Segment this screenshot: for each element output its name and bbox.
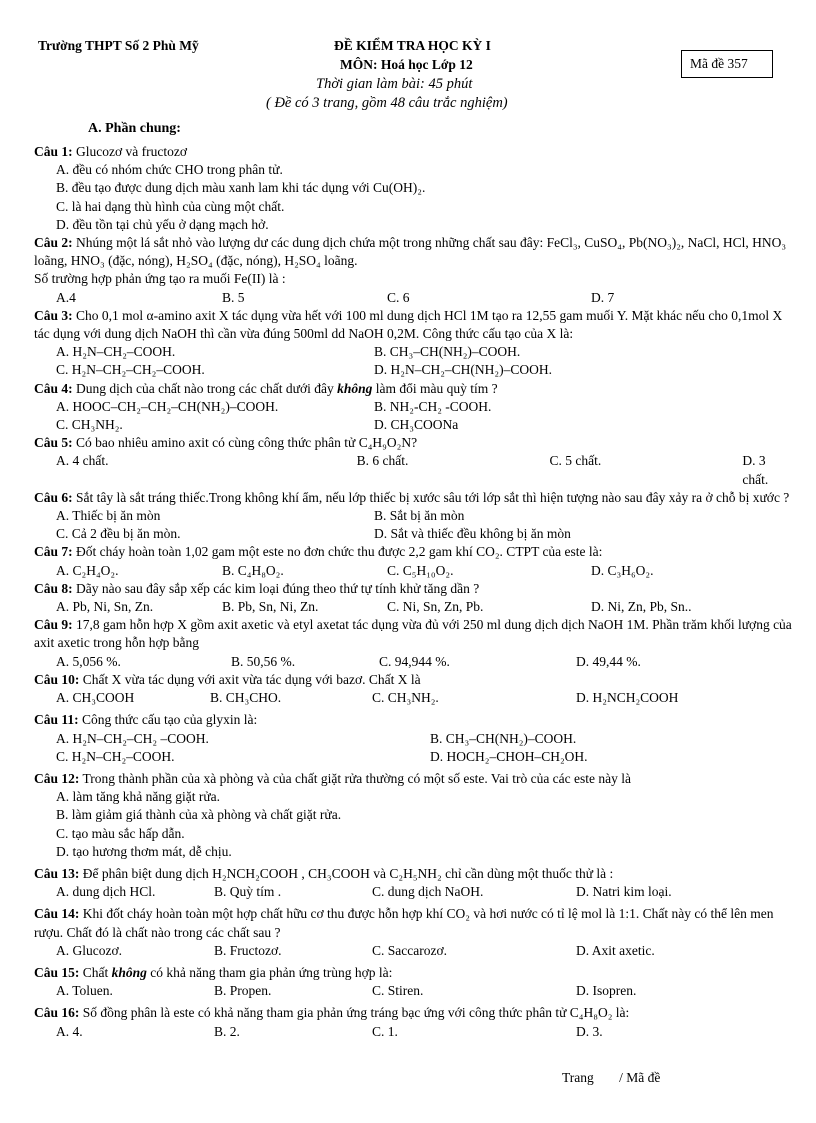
option: A. dung dịch HCl. [56,884,156,900]
option: D. 49,44 %. [576,653,641,669]
question-label: Câu 1: [34,144,73,159]
option: B. 6 chất. [356,453,409,469]
option: C. C₅H₁₀O₂. [387,562,454,578]
footer-page-label: Trang [562,1070,594,1085]
question-text: Chất X vừa tác dụng với axit vừa tác dụng với bazơ. Chất X là [79,671,421,687]
options-row [34,942,792,960]
question-14 [34,905,792,941]
option: D. H₂NCH₂COOH [576,690,679,706]
option: C. H₂N–CH₂–COOH. [56,748,175,764]
question-label: Câu 7: [34,544,73,560]
question-text: Đốt cháy hoàn toàn 1,02 gam một este no đơn chức thu được 2,2 gam khí CO₂. CTPT của este là: [72,544,603,560]
question-11 [34,711,792,729]
question-label: Câu 9: [34,617,73,633]
option: A. Pb, Ni, Sn, Zn. [56,599,154,615]
option: D. 3 chất. [742,453,769,487]
options-row [34,507,792,525]
question-label: Câu 16: [34,1005,80,1021]
option: C. CH₃NH₂. [56,417,123,433]
options-row [34,525,792,543]
options-row [34,730,792,748]
option: B. CH₃–CH(NH₂)–COOH. [430,730,577,746]
option: B. 50,56 %. [231,653,296,669]
question-text: Dãy nào sau đây sắp xếp các kim loại đúng theo thứ tự tính khử tăng dần ? [72,580,480,596]
option: D. C₃H₆O₂. [591,562,654,578]
question-3 [34,307,792,343]
question-text: có khả năng tham gia phản ứng trùng hợp là: [146,964,393,980]
option: B. 5 [222,289,245,305]
question-label: Câu 15: [34,964,80,980]
options-row [34,452,792,488]
question-4 [34,380,792,398]
option: A. H₂N–CH₂–COOH. [56,344,176,360]
option: D. Axit axetic. [576,942,655,958]
options-row [34,653,792,671]
option: C. Stiren. [372,983,424,999]
options-row [34,883,792,901]
question-15 [34,964,792,982]
option: D. đều tồn tại chủ yếu ở dạng mạch hở. [56,216,269,232]
option: B. làm giảm giá thành của xà phòng và chất giặt rửa. [56,807,342,823]
option: B. CH₃CHO. [210,690,282,706]
question-text: Chất [79,964,112,980]
question-text: Glucozơ và fructozơ [72,144,187,159]
exam-title: ĐỀ KIỂM TRA HỌC KỲ I [334,38,491,53]
options-row [34,689,792,707]
option: B. Sắt bị ăn mòn [374,508,465,524]
option: A. 4 chất. [56,453,109,469]
question-label: Câu 2: [34,235,73,251]
option: B. Fructozơ. [214,942,282,958]
option: A. HOOC–CH₂–CH₂–CH(NH₂)–COOH. [56,398,279,414]
option: C. Cả 2 đều bị ăn mòn. [56,526,181,542]
question-2 [34,234,792,270]
question-16 [34,1004,792,1022]
option: D. 7 [591,289,615,305]
option: C. dung dịch NaOH. [372,884,484,900]
option: A. CH₃COOH [56,690,135,706]
option: C. tạo màu sắc hấp dẫn. [56,825,185,841]
question-text: Số đồng phân là este có khả năng tham gia phản ứng tráng bạc ứng với công thức phân tử C₄H₈O₂ là: [79,1005,630,1021]
option: D. CH₃COONa [374,417,459,433]
option: C. H₂N–CH₂–CH₂–COOH. [56,362,205,378]
section-title: A. Phần chung: [88,121,181,136]
option: A.4 [56,289,76,305]
school-name: Trường THPT Số 2 Phù Mỹ [38,38,199,53]
question-text: Công thức cấu tạo của glyxin là: [78,712,258,728]
question-label: Câu 3: [34,307,73,323]
question-text: Nhúng một lá sắt nhỏ vào lượng dư các dung dịch chứa một trong những chất sau đây: FeCl₃, CuSO₄, Pb(NO₃)₂, NaCl, HCl, HNO₃ loãng, HNO₃ (đặc, nóng), H₂SO₄ (đặc, nóng), H₂SO₄ loãng. [34,235,787,269]
question-12 [34,770,792,788]
option: B. 2. [214,1023,240,1039]
options-row [34,398,792,416]
options-row [34,343,792,361]
question-5 [34,434,792,452]
question-text: Cho 0,1 mol α-amino axit X tác dụng vừa hết với 100 ml dung dịch HCl 1M tạo ra 12,55 gam muối Y. Mặt khác nếu cho 0,1mol X tác dụng với dung dịch NaOH thì cần vừa đúng 500ml dd NaOH 0,2M. Công thức cấu tạo của X là: [34,307,783,342]
question-10 [34,671,792,689]
question-emphasis: không [337,380,373,396]
question-label: Câu 5: [34,435,73,451]
option: B. NH₂-CH₂ -COOH. [374,398,492,414]
options-row [34,982,792,1000]
question-label: Câu 14: [34,906,80,922]
option: B. Propen. [214,983,272,999]
option: D. Sắt và thiếc đều không bị ăn mòn [374,526,571,542]
question-text: làm đổi màu quỳ tím ? [372,380,498,396]
question-emphasis: không [111,964,147,980]
question-text: Khi đốt cháy hoàn toàn một hợp chất hữu cơ thu được hỗn hợp khí CO₂ và hơi nước có tỉ lệ mol là 1:1. Chất này có thể lên men rượu. Chất đó là chất nào trong các chất sau ? [34,906,774,940]
question-label: Câu 6: [34,489,73,505]
question-1 [34,143,792,161]
exam-code-box: Mã đề 357 [681,50,773,78]
question-label: Câu 4: [34,380,73,396]
footer-code-label: / Mã đề [619,1070,661,1085]
options-row [34,598,792,616]
option: B. C₄H₈O₂. [222,562,284,578]
question-6 [34,489,792,507]
question-text: Dung dịch của chất nào trong các chất dưới đây [72,380,338,396]
options-row [34,562,792,580]
option: D. Isopren. [576,983,637,999]
question-13 [34,865,792,883]
options-row [34,1023,792,1041]
option: D. H₂N–CH₂–CH(NH₂)–COOH. [374,362,552,378]
option: B. CH₃–CH(NH₂)–COOH. [374,344,521,360]
question-9 [34,616,792,652]
option: A. C₂H₄O₂. [56,562,119,578]
option: C. Saccarozơ. [372,942,447,958]
option: D. Ni, Zn, Pb, Sn.. [591,599,692,615]
option: B. đều tạo được dung dịch màu xanh lam khi tác dụng với Cu(OH)₂. [56,180,426,196]
exam-note: ( Đề có 3 trang, gồm 48 câu trắc nghiệm) [266,95,508,111]
option: C. là hai dạng thù hình của cùng một chất. [56,198,285,214]
question-text: Để phân biệt dung dịch H₂NCH₂COOH , CH₃COOH và C₂H₅NH₂ chỉ cần dùng một thuốc thử là : [79,865,614,881]
exam-header [34,38,792,116]
options-row [34,748,792,766]
option: C. 6 [387,289,410,305]
question-7 [34,543,792,561]
options-row [34,416,792,434]
question-label: Câu 10: [34,671,80,687]
exam-page [34,38,792,1041]
options-row [34,361,792,379]
option: D. 3. [576,1023,603,1039]
question-8 [34,580,792,598]
option: A. 4. [56,1023,83,1039]
page-footer [562,1070,660,1086]
question-text: 17,8 gam hỗn hợp X gồm axit axetic và etyl axetat tác dụng vừa đủ với 250 ml dung dịch dịch NaOH 1M. Phần trăm khối lượng của axit axetic trong hỗn hợp bằng [34,617,792,651]
exam-subject: MÔN: Hoá học Lớp 12 [340,57,473,72]
question-label: Câu 13: [34,865,80,881]
question-text: Trong thành phần của xà phòng và của chất giặt rửa thường có một số este. Vai trò của các este này là [79,770,632,786]
option: D. tạo hương thơm mát, dễ chịu. [56,843,232,859]
option: B. Quỳ tím . [214,884,282,900]
option: D. HOCH₂–CHOH–CH₂OH. [430,748,588,764]
option: A. đều có nhóm chức CHO trong phân tử. [56,162,283,178]
option: C. 1. [372,1023,398,1039]
options-row [34,289,792,307]
option: A. Toluen. [56,983,113,999]
option: C. 5 chất. [549,453,602,469]
option: C. CH₃NH₂. [372,690,439,706]
question-label: Câu 12: [34,770,80,786]
option: A. Glucozơ. [56,942,122,958]
question-text-continued: Số trường hợp phản ứng tạo ra muối Fe(II) là : [34,271,286,287]
question-text: Sắt tây là sắt tráng thiếc.Trong không khí ẩm, nếu lớp thiếc bị xước sâu tới lớp sắt thì hiện tượng nào sau đây xảy ra ở chỗ bị xước ? [72,489,790,505]
option: A. 5,056 %. [56,653,121,669]
option: A. H₂N–CH₂–CH₂ –COOH. [56,730,209,746]
option: A. làm tăng khả năng giặt rửa. [56,789,221,805]
option: B. Pb, Sn, Ni, Zn. [222,599,319,615]
option: A. Thiếc bị ăn mòn [56,508,161,524]
question-label: Câu 8: [34,580,73,596]
option: D. Natri kim loại. [576,884,672,900]
question-text: Có bao nhiêu amino axit có cùng công thức phân tử C₄H₉O₂N? [72,435,418,451]
option: C. 94,944 %. [379,653,450,669]
exam-duration: Thời gian làm bài: 45 phút [316,76,473,92]
option: C. Ni, Sn, Zn, Pb. [387,599,484,615]
question-label: Câu 11: [34,712,79,728]
